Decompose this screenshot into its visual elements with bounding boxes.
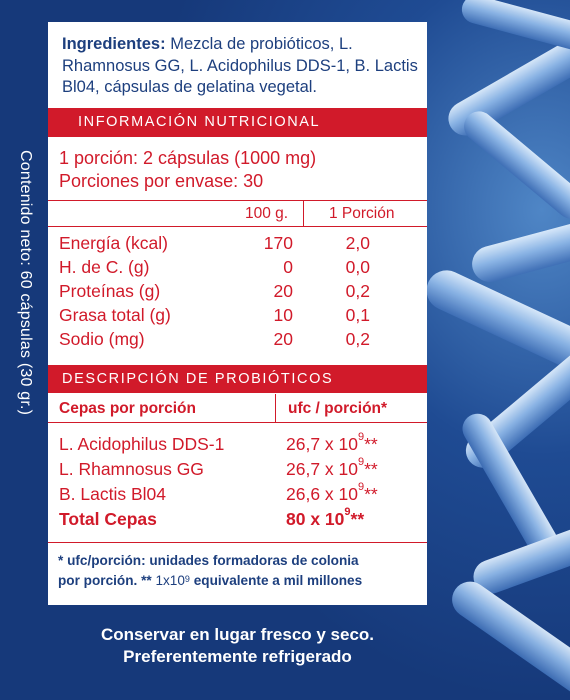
ufc-base: 26,6 x 10 [286, 484, 358, 504]
nutrient-per-portion: 0,2 [345, 281, 370, 301]
nutrient-name: Proteínas (g) [59, 281, 161, 301]
probiotics-header: DESCRIPCIÓN DE PROBIÓTICOS [62, 371, 334, 387]
strain-name: L. Acidophilus DDS-1 [59, 434, 225, 454]
footnote-text: equivalente a mil millones [189, 573, 363, 588]
strain-ufc [286, 456, 378, 480]
nutrient-per100: 10 [273, 305, 293, 325]
ufc-suffix: ** [350, 509, 365, 529]
nutrition-header-bar [48, 108, 427, 137]
ufc-base: 26,7 x 10 [286, 459, 358, 479]
strain-name: L. Rhamnosus GG [59, 459, 204, 479]
nutrient-per-portion: 0,0 [345, 257, 370, 277]
column-divider [303, 200, 304, 226]
divider [48, 200, 427, 201]
nutrient-per100: 20 [273, 329, 293, 349]
nutrition-panel [48, 22, 427, 605]
ufc-exponent: 9 [358, 481, 365, 493]
ingredients-label: Ingredientes: [62, 35, 166, 53]
ufc-suffix: ** [364, 484, 378, 504]
ufc-exponent: 9 [358, 431, 365, 443]
ufc-exponent: 9 [358, 456, 365, 468]
ufc-base: 80 x 10 [286, 509, 345, 529]
footnote-base: 1x10 [155, 573, 185, 588]
ingredients-list: Mezcla de probióticos, L. Rhamnosus GG, L. Acidophilus DDS-1, B. Lactis Bl04, cápsulas de gelatina vegetal. [62, 35, 418, 96]
storage-line-2: Preferentemente refrigerado [123, 647, 352, 666]
col-strains-header: Cepas por porción [59, 400, 196, 417]
nutrient-per-portion: 0,2 [345, 329, 370, 349]
divider [48, 422, 427, 423]
ufc-exponent: 9 [344, 506, 351, 518]
probiotics-header-bar [48, 365, 427, 393]
nutrient-name: Energía (kcal) [59, 233, 168, 253]
total-strains-ufc [286, 506, 365, 530]
column-divider [275, 394, 276, 423]
nutrient-per100: 170 [263, 233, 293, 253]
ufc-suffix: ** [364, 434, 378, 454]
ufc-suffix: ** [364, 459, 378, 479]
strain-ufc [286, 431, 378, 455]
strain-name: B. Lactis Bl04 [59, 484, 166, 504]
ingredients-text [62, 34, 422, 99]
divider [48, 542, 427, 543]
footnote-line-2 [58, 571, 423, 591]
footnote-line-1: * ufc/porción: unidades formadoras de colonia [58, 553, 359, 568]
total-strains-label: Total Cepas [59, 509, 157, 529]
net-content-label [13, 150, 37, 510]
storage-line-1: Conservar en lugar fresco y seco. [100, 625, 375, 644]
col-portion-header: 1 Porción [329, 205, 395, 222]
nutrient-per-portion: 2,0 [345, 233, 370, 253]
col-100g-header: 100 g. [245, 205, 289, 222]
servings-per-container: Porciones por envase: 30 [59, 171, 264, 191]
nutrient-name: Sodio (mg) [59, 329, 145, 349]
divider [48, 226, 427, 227]
nutrient-name: H. de C. (g) [59, 257, 150, 277]
nutrition-header: INFORMACIÓN NUTRICIONAL [78, 114, 321, 130]
net-content-text: Contenido neto: 60 cápsulas (30 gr.) [17, 150, 34, 416]
col-ufc-header: ufc / porción* [288, 400, 388, 417]
ufc-base: 26,7 x 10 [286, 434, 358, 454]
footnote [58, 551, 423, 591]
storage-instructions [48, 624, 427, 668]
nutrient-per100: 20 [273, 281, 293, 301]
nutrient-name: Grasa total (g) [59, 305, 171, 325]
strain-ufc [286, 481, 378, 505]
serving-size: 1 porción: 2 cápsulas (1000 mg) [59, 148, 317, 168]
footnote-text: por porción. ** [58, 573, 156, 588]
footnote-exponent: 9 [184, 574, 190, 584]
nutrient-per-portion: 0,1 [345, 305, 370, 325]
nutrient-per100: 0 [283, 257, 293, 277]
